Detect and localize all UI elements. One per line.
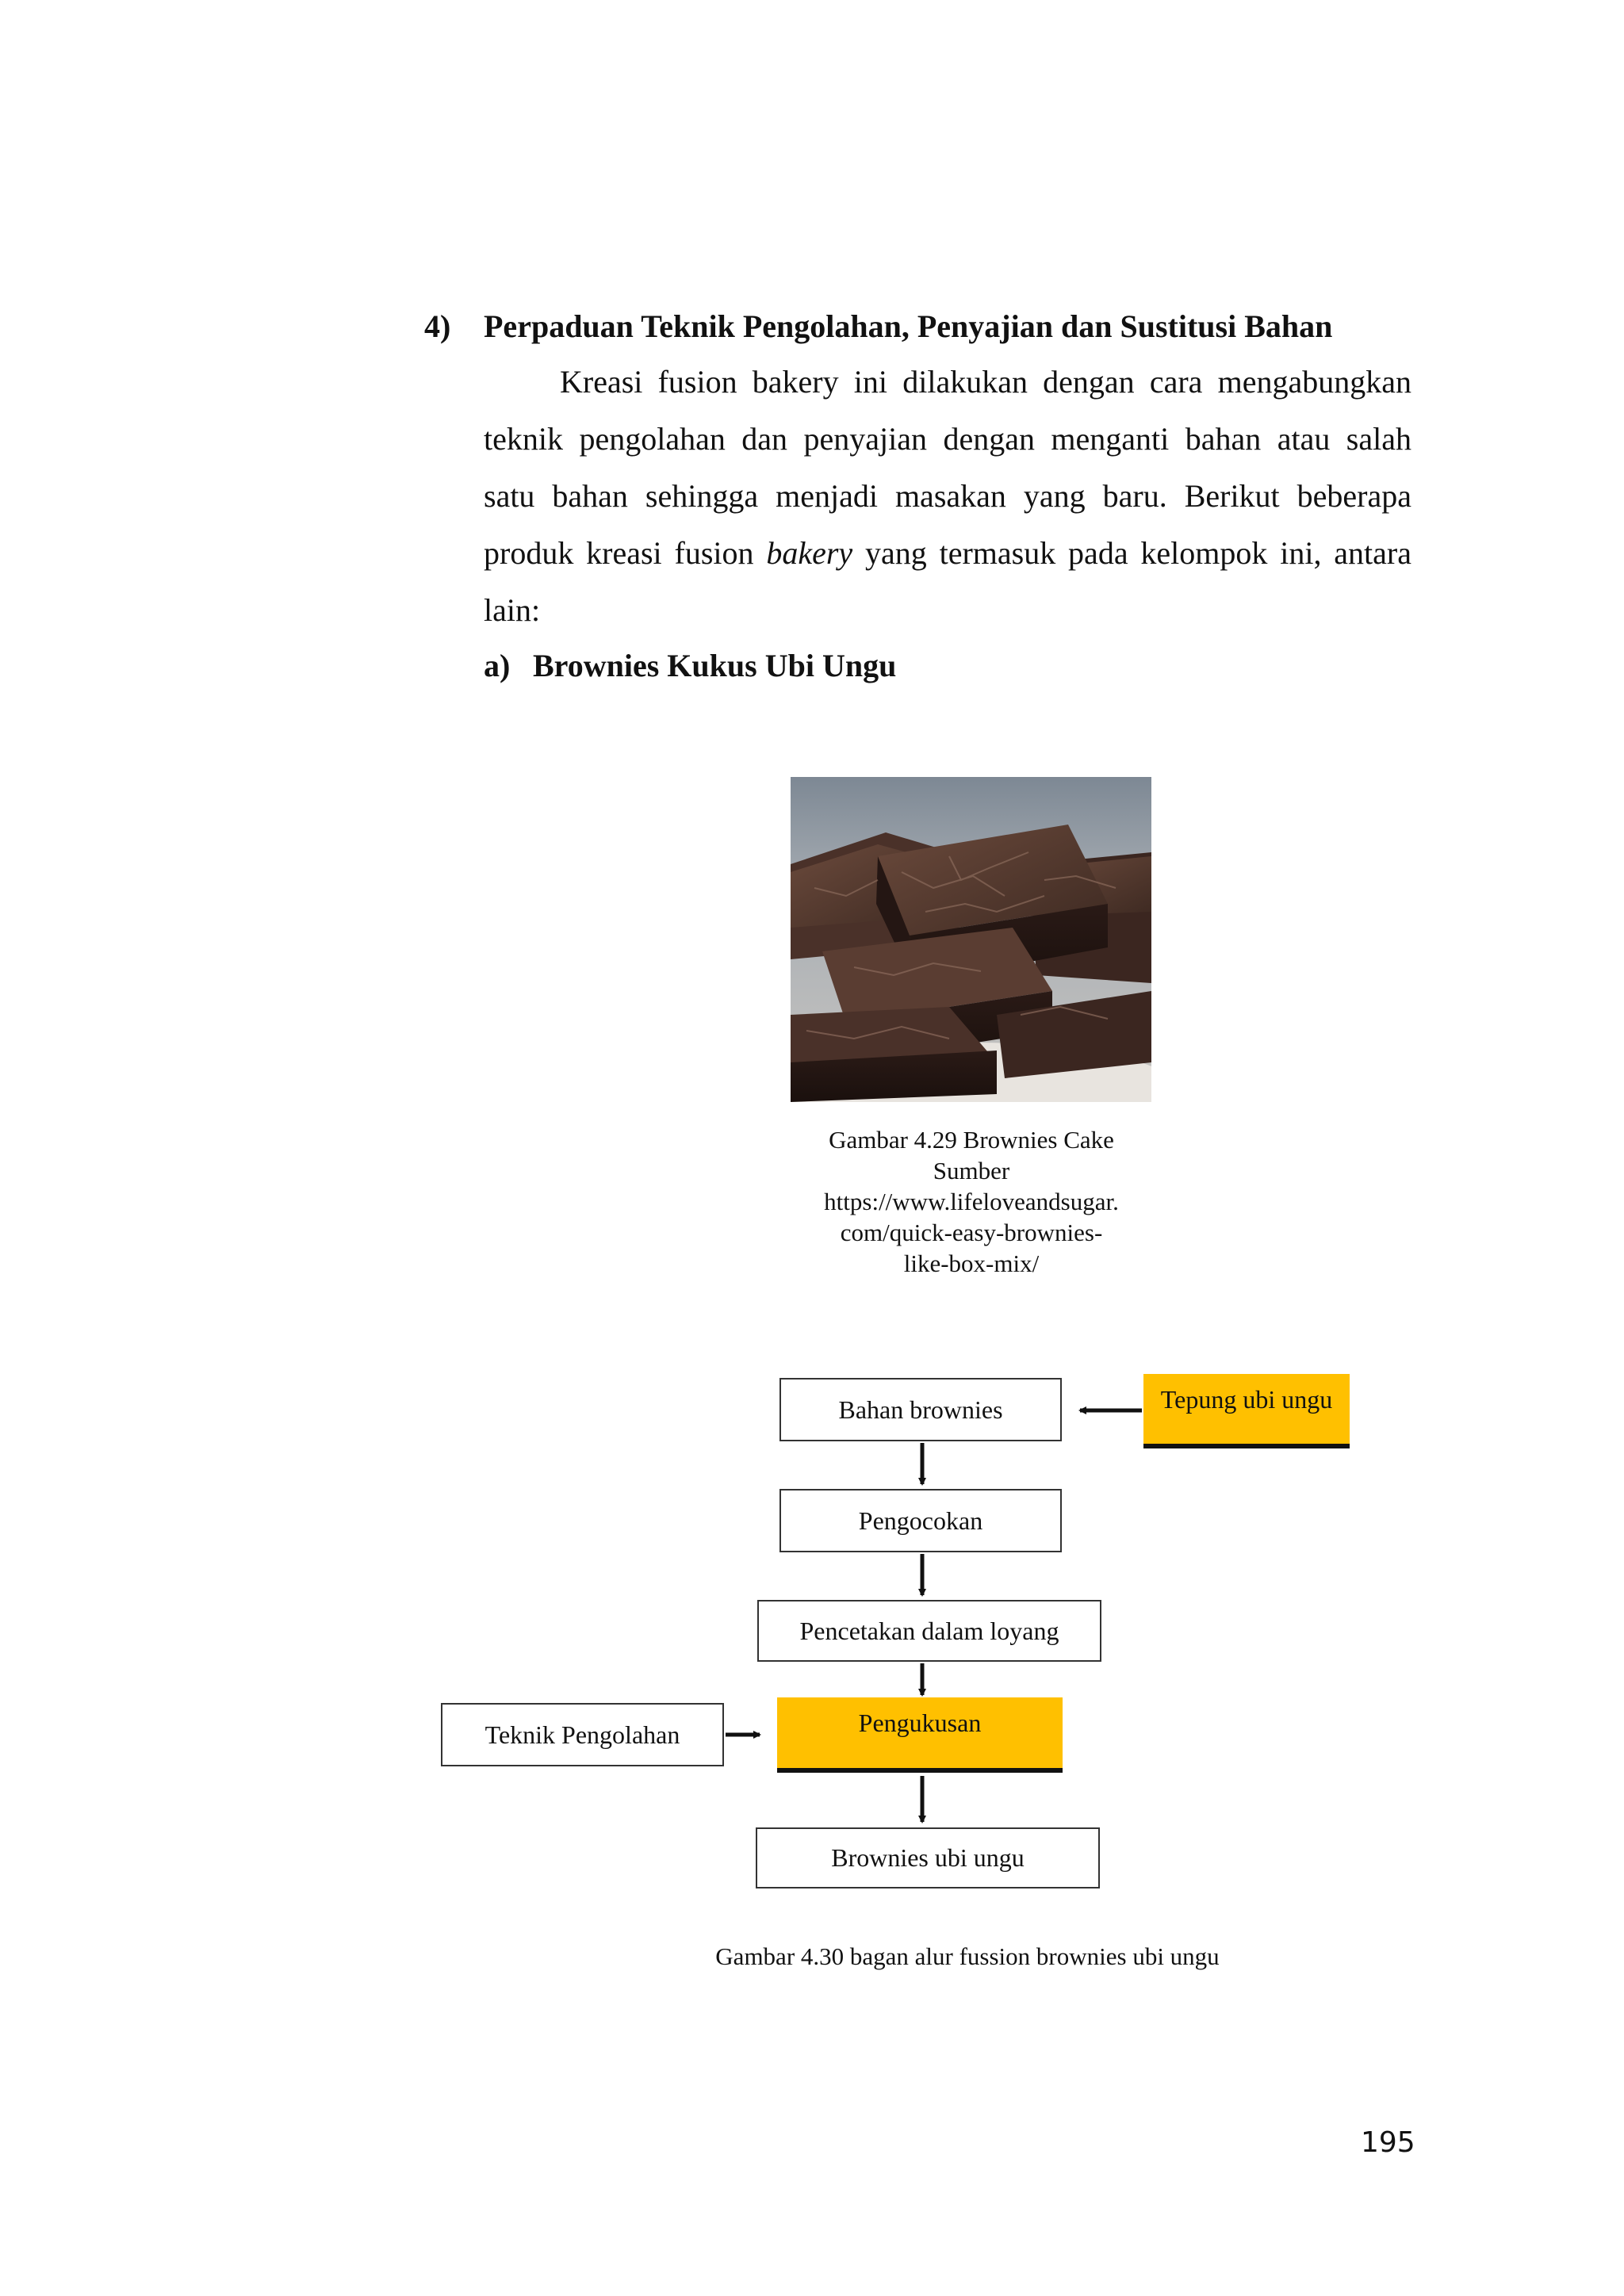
flow-step-bahan-brownies: Bahan brownies xyxy=(779,1378,1062,1441)
flow-input-tepung-ubi-ungu: Tepung ubi ungu xyxy=(1143,1374,1350,1448)
paragraph-line-2: teknik pengolahan dan penyajian dengan menganti bahan atau salah xyxy=(484,421,1411,457)
figure-caption-1-url-2: com/quick-easy-brownies- xyxy=(840,1219,1103,1246)
paragraph-line-4-part-a: produk kreasi fusion xyxy=(484,535,767,571)
section-title: Perpaduan Teknik Pengolahan, Penyajian dan Sustitusi Bahan xyxy=(484,308,1333,344)
paragraph-line-4-italic: bakery xyxy=(766,535,853,571)
section-number: 4) xyxy=(424,308,451,344)
paragraph-line-5: lain: xyxy=(484,592,541,628)
flow-step-pengukusan: Pengukusan xyxy=(777,1697,1063,1773)
page-number: 195 xyxy=(1361,2126,1415,2159)
figure-caption-1-source-label: Sumber xyxy=(933,1157,1010,1184)
subsection-title: Brownies Kukus Ubi Ungu xyxy=(533,648,897,683)
flow-step-brownies-ubi-ungu: Brownies ubi ungu xyxy=(756,1827,1100,1888)
flow-step-pengocokan: Pengocokan xyxy=(779,1489,1062,1552)
paragraph-line-4-part-c: yang termasuk pada kelompok ini, antara xyxy=(852,535,1411,571)
subsection-number: a) xyxy=(484,648,511,683)
flow-step-pencetakan: Pencetakan dalam loyang xyxy=(757,1600,1101,1662)
figure-caption-1-url-3: like-box-mix/ xyxy=(903,1249,1040,1277)
figure-caption-2: Gambar 4.30 bagan alur fussion brownies ubi ungu xyxy=(715,1942,1220,1970)
figure-caption-1-title: Gambar 4.29 Brownies Cake xyxy=(829,1126,1114,1154)
figure-caption-1-url-1: https://www.lifeloveandsugar. xyxy=(824,1188,1119,1215)
paragraph-line-1: Kreasi fusion bakery ini dilakukan dengan cara mengabungkan xyxy=(560,364,1411,400)
paragraph-line-3: satu bahan sehingga menjadi masakan yang baru. Berikut beberapa xyxy=(484,478,1411,514)
flow-input-teknik-pengolahan: Teknik Pengolahan xyxy=(441,1703,724,1766)
